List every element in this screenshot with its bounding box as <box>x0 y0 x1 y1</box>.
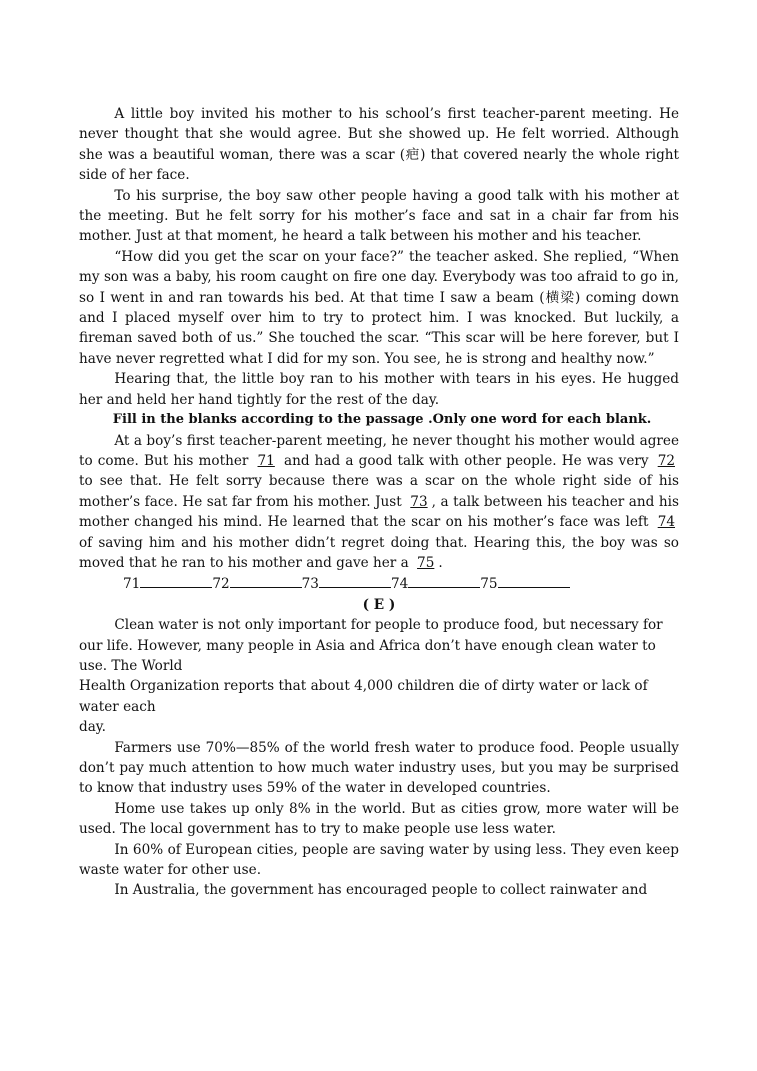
passage-e-paragraph-1-end: day. <box>79 719 107 736</box>
summary-text-1: At a boy’s first teacher-parent meeting, he never thought his mother would agree to come. But his mother <box>79 432 679 469</box>
document-page <box>79 104 679 901</box>
answer-label-75: 75 <box>480 576 498 593</box>
passage-e-paragraph-4: In 60% of European cities, people are saving water by using less. They even keep waste water for other use. <box>79 841 679 879</box>
answer-blank-72[interactable] <box>230 573 302 588</box>
answer-blank-71[interactable] <box>140 573 212 588</box>
passage-e-paragraph-3: Home use takes up only 8% in the world. But as cities grow, more water will be used. The local government has to try to make people use less water. <box>79 800 679 838</box>
passage-e-paragraph-1: Clean water is not only important for people to produce food, but necessary for our life. However, many people in Asia and Africa don’t have enough clean water to use. The World <box>79 617 663 674</box>
section-e-heading: ( E ) <box>362 596 396 613</box>
summary-text-4: , a talk between his teacher and his mother changed his mind. He learned that the scar on his mother’s face was left <box>79 493 679 531</box>
answer-line <box>79 573 679 594</box>
answer-label-74: 74 <box>390 576 409 593</box>
answer-blank-75[interactable] <box>498 573 570 588</box>
blank-71: 71 <box>257 452 275 469</box>
answer-label-71: 71 <box>123 576 141 593</box>
blank-72: 72 <box>657 452 675 469</box>
passage-e-paragraph-1-cont: Health Organization reports that about 4,000 children die of dirty water or lack of water each <box>79 678 648 715</box>
answer-label-72: 72 <box>212 576 230 593</box>
passage-d-paragraph-4: Hearing that, the little boy ran to his mother with tears in his eyes. He hugged her and held her hand tightly for the rest of the day. <box>79 371 679 408</box>
passage-e-paragraph-2: Farmers use 70%—85% of the world fresh water to produce food. People usually don’t pay much attention to how much water industry uses, but you may be surprised to know that industry uses 59% of the water in developed countries. <box>79 739 679 797</box>
answer-blank-74[interactable] <box>408 573 480 588</box>
passage-d-paragraph-3: “How did you get the scar on your face?” the teacher asked. She replied, “When my son was a baby, his room caught on fire one day. Everybody was too afraid to go in, so I went in and ran towards his bed. At that time I saw a beam (横梁) coming down and I placed myself over him to try to protect him. I was knocked. But luckily, a fireman saved both of us.” She touched the scar. “This scar will be here forever, but I have never regretted what I did for my son. You see, he is strong and healthy now.” <box>79 248 679 367</box>
passage-e-paragraph-5: In Australia, the government has encouraged people to collect rainwater and <box>114 882 648 899</box>
summary-text-6: . <box>438 554 443 571</box>
answer-label-73: 73 <box>301 576 319 593</box>
summary-text-5: of saving him and his mother didn’t regret doing that. Hearing this, the boy was so moved that he ran to his mother and gave her a <box>79 534 679 571</box>
passage-d-paragraph-1: A little boy invited his mother to his school’s first teacher-parent meeting. He never thought that she would agree. But she showed up. He felt worried. Although she was a beautiful woman, there was a scar (疤) that covered nearly the whole right side of her face. <box>79 106 679 184</box>
summary-paragraph <box>79 431 679 574</box>
answer-blank-73[interactable] <box>319 573 391 588</box>
summary-text-3: to see that. He felt sorry because there was a scar on the whole right side of his mother’s face. He sat far from his mother. Just <box>79 473 679 510</box>
blank-75: 75 <box>417 554 435 571</box>
passage-d-paragraph-2: To his surprise, the boy saw other people having a good talk with his mother at the meeting. But he felt sorry for his mother’s face and sat in a chair far from his mother. Just at that moment, he heard a talk between his mother and his teacher. <box>79 187 679 245</box>
summary-text-2: and had a good talk with other people. He was very <box>283 452 649 469</box>
task-instruction: Fill in the blanks according to the passage .Only one word for each blank. <box>112 412 652 428</box>
blank-74: 74 <box>657 514 675 531</box>
blank-73: 73 <box>410 493 428 510</box>
